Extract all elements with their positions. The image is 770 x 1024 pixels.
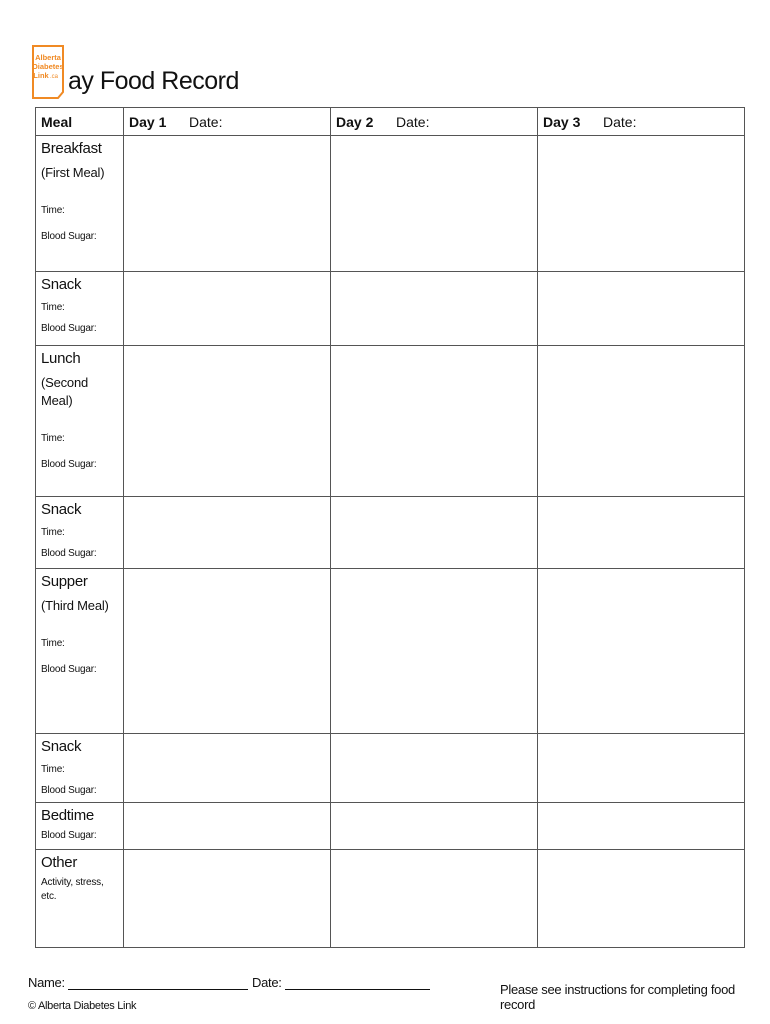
alberta-diabetes-link-logo: [31, 44, 65, 100]
meal-subtitle: (Third Meal): [41, 598, 109, 613]
breakfast-day-3-cell[interactable]: [538, 136, 745, 272]
blood-sugar-label: Blood Sugar:: [41, 830, 97, 841]
snack-1-day-3-cell[interactable]: [538, 272, 745, 346]
copyright-text: © Alberta Diabetes Link: [28, 1000, 137, 1012]
time-label: Time:: [41, 205, 65, 216]
other-day-2-cell[interactable]: [331, 850, 538, 948]
meal-name: Snack: [41, 501, 82, 518]
day-1-header: Day 1 Date:: [124, 108, 331, 136]
day-2-header: Day 2 Date:: [331, 108, 538, 136]
name-line[interactable]: [68, 989, 248, 990]
meal-name: Snack: [41, 738, 82, 755]
svg-text:Diabetes: Diabetes: [32, 62, 64, 71]
time-label: Time:: [41, 433, 65, 444]
snack-3-day-2-cell[interactable]: [331, 734, 538, 803]
day-3-header: Day 3 Date:: [538, 108, 745, 136]
snack-1-label-cell: [36, 272, 124, 346]
svg-text:Alberta: Alberta: [35, 53, 61, 62]
blood-sugar-label: Blood Sugar:: [41, 323, 97, 334]
name-label: Name:: [28, 975, 65, 990]
time-label: Time:: [41, 527, 65, 538]
snack-2-day-1-cell[interactable]: [124, 497, 331, 569]
supper-day-1-cell[interactable]: [124, 569, 331, 734]
svg-text:Link: Link: [33, 71, 49, 80]
meal-name: Breakfast: [41, 140, 102, 157]
time-label: Time:: [41, 302, 65, 313]
meal-name: Other: [41, 854, 78, 871]
bedtime-day-2-cell[interactable]: [331, 803, 538, 850]
bedtime-row: [36, 803, 745, 850]
snack-3-label-cell: [36, 734, 124, 803]
snack-1-day-2-cell[interactable]: [331, 272, 538, 346]
snack-2-day-2-cell[interactable]: [331, 497, 538, 569]
svg-text:.ca: .ca: [49, 74, 59, 80]
supper-day-3-cell[interactable]: [538, 569, 745, 734]
date-field: [252, 975, 430, 990]
snack-3-day-1-cell[interactable]: [124, 734, 331, 803]
meal-name: Snack: [41, 276, 82, 293]
supper-label-cell: [36, 569, 124, 734]
date-label: Date:: [252, 975, 282, 990]
lunch-day-2-cell[interactable]: [331, 346, 538, 497]
page-title: ay Food Record: [68, 67, 239, 95]
other-day-1-cell[interactable]: [124, 850, 331, 948]
time-label: Time:: [41, 638, 65, 649]
snack-1-row: [36, 272, 745, 346]
meal-subtitle: (Second Meal): [41, 375, 89, 408]
date-line[interactable]: [285, 989, 430, 990]
snack-2-row: [36, 497, 745, 569]
time-label: Time:: [41, 764, 65, 775]
breakfast-row: [36, 136, 745, 272]
other-label-cell: [36, 850, 124, 948]
lunch-row: [36, 346, 745, 497]
instructions-note: Please see instructions for completing food record: [500, 982, 735, 1012]
meal-subtitle: (First Meal): [41, 165, 105, 180]
blood-sugar-label: Blood Sugar:: [41, 664, 97, 675]
breakfast-day-1-cell[interactable]: [124, 136, 331, 272]
name-field: [28, 975, 248, 990]
meal-header: Meal: [36, 108, 124, 136]
header-row: [36, 108, 745, 136]
other-day-3-cell[interactable]: [538, 850, 745, 948]
bedtime-day-3-cell[interactable]: [538, 803, 745, 850]
other-subtitle: Activity, stress, etc.: [41, 877, 104, 902]
blood-sugar-label: Blood Sugar:: [41, 548, 97, 559]
meal-name: Bedtime: [41, 807, 94, 824]
supper-day-2-cell[interactable]: [331, 569, 538, 734]
other-row: [36, 850, 745, 948]
breakfast-label-cell: [36, 136, 124, 272]
lunch-day-1-cell[interactable]: [124, 346, 331, 497]
blood-sugar-label: Blood Sugar:: [41, 785, 97, 796]
supper-row: [36, 569, 745, 734]
lunch-label-cell: [36, 346, 124, 497]
blood-sugar-label: Blood Sugar:: [41, 459, 97, 470]
snack-3-day-3-cell[interactable]: [538, 734, 745, 803]
blood-sugar-label: Blood Sugar:: [41, 231, 97, 242]
snack-2-label-cell: [36, 497, 124, 569]
bedtime-day-1-cell[interactable]: [124, 803, 331, 850]
food-record-table: [35, 107, 745, 948]
snack-3-row: [36, 734, 745, 803]
snack-2-day-3-cell[interactable]: [538, 497, 745, 569]
meal-name: Lunch: [41, 350, 81, 367]
meal-name: Supper: [41, 573, 88, 590]
snack-1-day-1-cell[interactable]: [124, 272, 331, 346]
breakfast-day-2-cell[interactable]: [331, 136, 538, 272]
lunch-day-3-cell[interactable]: [538, 346, 745, 497]
bedtime-label-cell: [36, 803, 124, 850]
